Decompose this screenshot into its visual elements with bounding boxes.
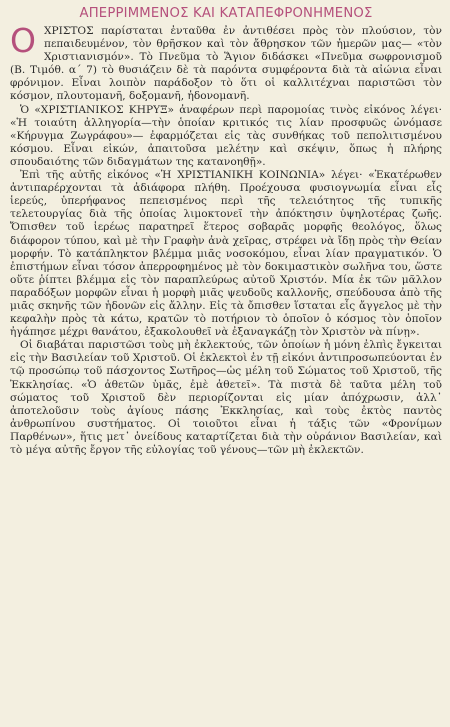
paragraph-2: Ὁ «ΧΡΙΣΤΙΑΝΙΚΟΣ ΚΗΡΥΞ» ἀναφέρων περὶ παρομοίας τινὸς εἰκόνος λέγει· «Ἡ τοιαύτη ἀλληγορία—τὴν ὁποίαν κριτικός τις λίαν προσφυῶς ὠνόμασε «Κήρυγμα Ζωγράφου»— ἐφαρμόζεται εἰς τὰς συνθήκας τοῦ πεπολιτισμένου κόσμου. Εἶναι εἰκών, ἀπαιτοῦσα μελέτην καὶ σκέψιν, ὅπως ἡ πλήρης σπουδαιότης τῶν διδαγμάτων της κατανοηθῇ». — [10, 103, 442, 168]
paragraph-3: Ἐπὶ τῆς αὐτῆς εἰκόνος «Ἡ ΧΡΙΣΤΙΑΝΙΚΗ ΚΟΙΝΩΝΙΑ» λέγει· «Ἑκατέρωθεν ἀντιπαρέρχονται τὰ ἀδιάφορα πλήθη. Προέχουσα φυσιογνωμία εἶναι εἷς ἱερεύς, ὑπερήφανος πεπεισμένος περὶ τῆς τελειότητος τῆς τυπικῆς τελετουργίας διὰ τῆς ὁποίας λιμοκτονεῖ τὴν ἀπόκτησιν ὑψηλοτέρας ζωῆς. Ὄπισθεν τοῦ ἱερέως παρατηρεῖ ἕτερος σοβαρᾶς μορφῆς θεολόγος, ὅλως διάφορον τύπου, καὶ μὲ τὴν Γραφὴν ἀνὰ χεῖρας, στρέφει νὰ ἴδῃ πρὸς τὴν Θείαν μορφήν. Τὸ κατάπληκτον βλέμμα μιᾶς νοσοκόμου, εἶναι λίαν πραγματικόν. Ὁ ἐπιστήμων εἶναι τόσον ἀπερροφημένος μὲ τὸν δοκιμαστικὸν σωλῆνα του, ὥστε οὔτε ῥίπτει βλέμμα εἰς τὸν παραπλεύρως αὐτοῦ Χριστόν. Μία ἐκ τῶν μᾶλλον παραδόξων μορφῶν εἶναι ἡ μορφὴ μιᾶς ψευδοῦς καλλονῆς, σπεύδουσα ἀπὸ τῆς μιᾶς σκηνῆς τῶν ἡδονῶν εἰς ἄλλην. Εἰς τὰ ὄπισθεν ἵσταται εἷς ἄγγελος μὲ τὴν κεφαλὴν πρὸς τὰ κάτω, κρατῶν τὸ ποτήριον τὸ ὁποῖον ὁ κόσμος τὸν ὁποῖον ἠγάπησε μέχρι θανάτου, ἐξακολουθεῖ νὰ ἐξαναγκάζῃ τὸν Χριστὸν νὰ πίνῃ». — [10, 169, 442, 339]
article-title: ΑΠΕΡΡΙΜΜΕΝΟΣ ΚΑΙ ΚΑΤΑΠΕΦΡΟΝΗΜΕΝΟΣ — [79, 6, 373, 21]
paragraph-4: Οἱ διαβάται παριστῶσι τοὺς μὴ ἐκλεκτούς, τῶν ὁποίων ἡ μόνη ἐλπὶς ἔγκειται εἰς τὴν Βασιλείαν τοῦ Χριστοῦ. Οἱ ἐκλεκτοὶ ἐν τῇ εἰκόνι ἀντιπροσωπεύονται ἐν τῷ προσώπῳ τοῦ πάσχοντος Σωτῆρος—ὡς μέλη τοῦ Σώματος τοῦ Χριστοῦ, τῆς Ἐκκλησίας. «Ὁ ἀθετῶν ὑμᾶς, ἐμὲ ἀθετεῖ». Τὰ πιστὰ δὲ ταῦτα μέλη τοῦ σώματος τοῦ Χριστοῦ δὲν περιορίζονται εἰς μίαν ἀπόχρωσιν, ἀλλ᾽ ἀποτελοῦσιν τοὺς ἁγίους πάσης Ἐκκλησίας, καὶ τοὺς ἐκτὸς παντὸς ἀνθρωπίνου συστήματος. Οἱ τοιοῦτοι εἶναι ἡ τάξις τῶν «Φρονίμων Παρθένων», ἥτις μετ᾽ ὀνείδους καταρτίζεται διὰ τὴν οὐράνιον Βασιλείαν, καὶ τὸ μέγα αὐτῆς ἔργον τῆς εὐλογίας τοῦ γένους—τῶν μὴ ἐκλεκτῶν. — [10, 339, 442, 456]
drop-cap: Ο — [10, 21, 36, 60]
paragraph-1 — [10, 21, 442, 104]
paragraph-1-text: ΧΡΙΣΤΟΣ παρίσταται ἐνταῦθα ἐν ἀντιθέσει πρὸς τὸν πλούσιον, τὸν πεπαιδευμένον, τὸν θρῆσκον καὶ τὸν ἄθρησκον τῶν ἡμερῶν μας— «τὸν Χριστιανισμόν». Τὸ Πνεῦμα τὸ Ἅγιον διδάσκει «Πνεῦμα σωφρονισμοῦ (Β. Τιμόθ. α΄ 7) τὸ θυσιάζειν δὲ τὰ παρόντα συμφέροντα διὰ τὰ αἰώνια εἶναι φρόνιμον. Εἶναι λοιπὸν παράδοξον τὸ ὅτι οἱ καλλιτέχναι παριστῶσι τὸν κόσμον, πλουτομανῆ, δοξομανῆ, ἡδονομανῆ. — [10, 25, 442, 103]
article-body — [10, 21, 442, 457]
